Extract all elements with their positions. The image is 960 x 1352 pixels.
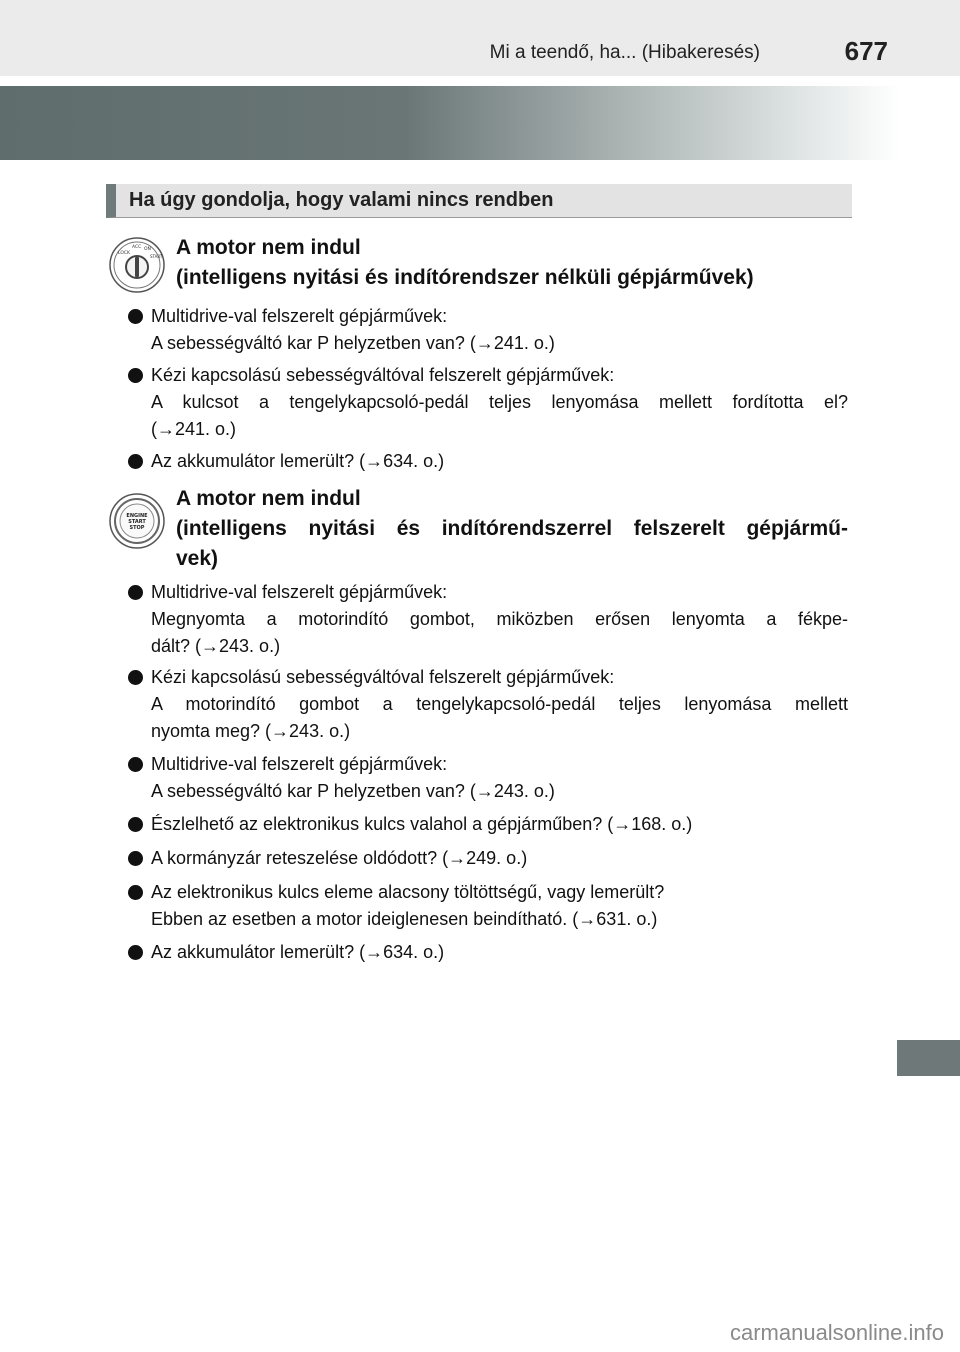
chapter-title: Mi a teendő, ha... (Hibakeresés): [489, 42, 760, 63]
list-item: Az akkumulátor lemerült? (→634. o.): [128, 448, 848, 475]
ignition-switch-icon: [108, 236, 166, 294]
ignition-label-on: ON: [144, 247, 151, 252]
page-header-bar: [0, 0, 960, 76]
bullet-dot: [128, 757, 143, 772]
section-header: [106, 184, 852, 218]
bullet-dot: [128, 454, 143, 469]
list-item: Multidrive-val felszerelt gépjárművek: A sebességváltó kar P helyzetben van? (→243. o.): [128, 751, 848, 805]
list-item: Multidrive-val felszerelt gépjárművek: A sebességváltó kar P helyzetben van? (→241. o.): [128, 303, 848, 357]
bullet-dot: [128, 817, 143, 832]
bullet-dot: [128, 885, 143, 900]
list-item: Észlelhető az elektronikus kulcs valahol a gépjárműben? (→168. o.): [128, 811, 848, 838]
engine-start-stop-button-icon: [108, 492, 166, 550]
bullet-dot: [128, 851, 143, 866]
ignition-label-start: START: [150, 254, 163, 259]
list-item: A kormányzár reteszelése oldódott? (→249. o.): [128, 845, 848, 872]
watermark: carmanualsonline.info: [729, 1320, 944, 1345]
page-number: 677: [844, 36, 888, 66]
list-item: Kézi kapcsolású sebességváltóval felszerelt gépjárművek: A kulcsot a tengelykapcsoló-pedál teljes lenyomása mellett fordította el? (→241. o.): [128, 362, 848, 443]
bullet-dot: [128, 670, 143, 685]
bullet-dot: [128, 945, 143, 960]
ignition-label-acc: ACC: [132, 245, 142, 250]
chapter-banner: [0, 86, 900, 160]
section-title: Ha úgy gondolja, hogy valami nincs rendben: [129, 189, 554, 211]
engine-label: ENGINE: [126, 513, 148, 519]
stop-label: STOP: [129, 525, 145, 531]
bullet-dot: [128, 309, 143, 324]
chapter-side-tab: [897, 1040, 960, 1076]
subsection-heading-1: A motor nem indul (intelligens nyitási és indítórendszer nélküli gépjárművek): [176, 236, 754, 289]
ignition-label-lock: LOCK: [118, 251, 130, 256]
list-item: Kézi kapcsolású sebességváltóval felszerelt gépjárművek: A motorindító gombot a tengelykapcsoló-pedál teljes lenyomása mellett nyomta meg? (→243. o.): [128, 664, 848, 745]
bullet-dot: [128, 368, 143, 383]
list-item: Az akkumulátor lemerült? (→634. o.): [128, 939, 848, 966]
subsection-heading-2: A motor nem indul (intelligens nyitási és indítórendszerrel felszerelt gépjármű- vek): [176, 487, 848, 570]
list-item: Az elektronikus kulcs eleme alacsony töltöttségű, vagy lemerült? Ebben az esetben a motor ideiglenesen beindítható. (→631. o.): [128, 879, 848, 933]
list-item: Multidrive-val felszerelt gépjárművek: Megnyomta a motorindító gombot, miközben erősen lenyomta a fékpe- dált? (→243. o.): [128, 579, 848, 660]
bullet-dot: [128, 585, 143, 600]
start-label: START: [128, 519, 146, 525]
